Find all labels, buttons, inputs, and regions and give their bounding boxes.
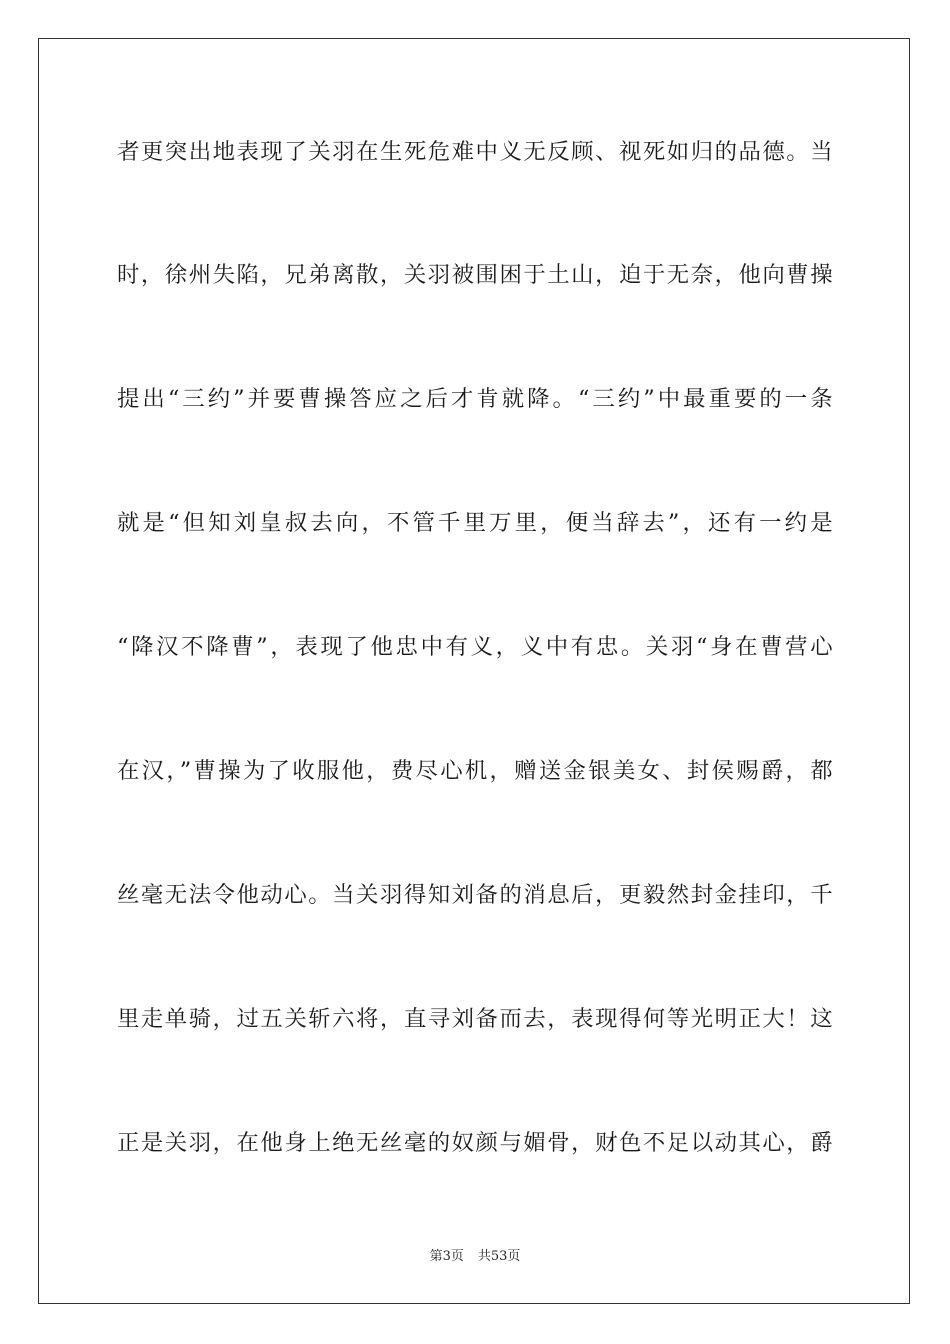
- body-text-line-3: 提出“三约”并要曹操答应之后才肯就降。“三约”中最重要的一条: [117, 386, 833, 412]
- body-text-line-1: 者更突出地表现了关羽在生死危难中义无反顾、视死如归的品德。当: [117, 139, 833, 165]
- page-border: [38, 38, 910, 1304]
- body-text-line-7: 丝毫无法令他动心。当关羽得知刘备的消息后，更毅然封金挂印，千: [117, 882, 833, 908]
- body-text-line-5: “降汉不降曹”，表现了他忠中有义，义中有忠。关羽“身在曹营心: [117, 634, 833, 660]
- body-text-line-9: 正是关羽，在他身上绝无丝毫的奴颜与媚骨，财色不足以动其心，爵: [117, 1130, 833, 1156]
- body-text-line-2: 时，徐州失陷，兄弟离散，关羽被围困于土山，迫于无奈，他向曹操: [117, 262, 833, 288]
- body-text-line-4: 就是“但知刘皇叔去向，不管千里万里，便当辞去”，还有一约是: [117, 510, 833, 536]
- body-text-line-8: 里走单骑，过五关斩六将，直寻刘备而去，表现得何等光明正大！这: [117, 1006, 833, 1032]
- page-footer: [0, 1248, 950, 1266]
- page-number-current: 第3页: [429, 1249, 464, 1264]
- page-number-total: 共53页: [477, 1249, 521, 1264]
- body-text-line-6: 在汉，”曹操为了收服他，费尽心机，赠送金银美女、封侯赐爵，都: [117, 758, 833, 784]
